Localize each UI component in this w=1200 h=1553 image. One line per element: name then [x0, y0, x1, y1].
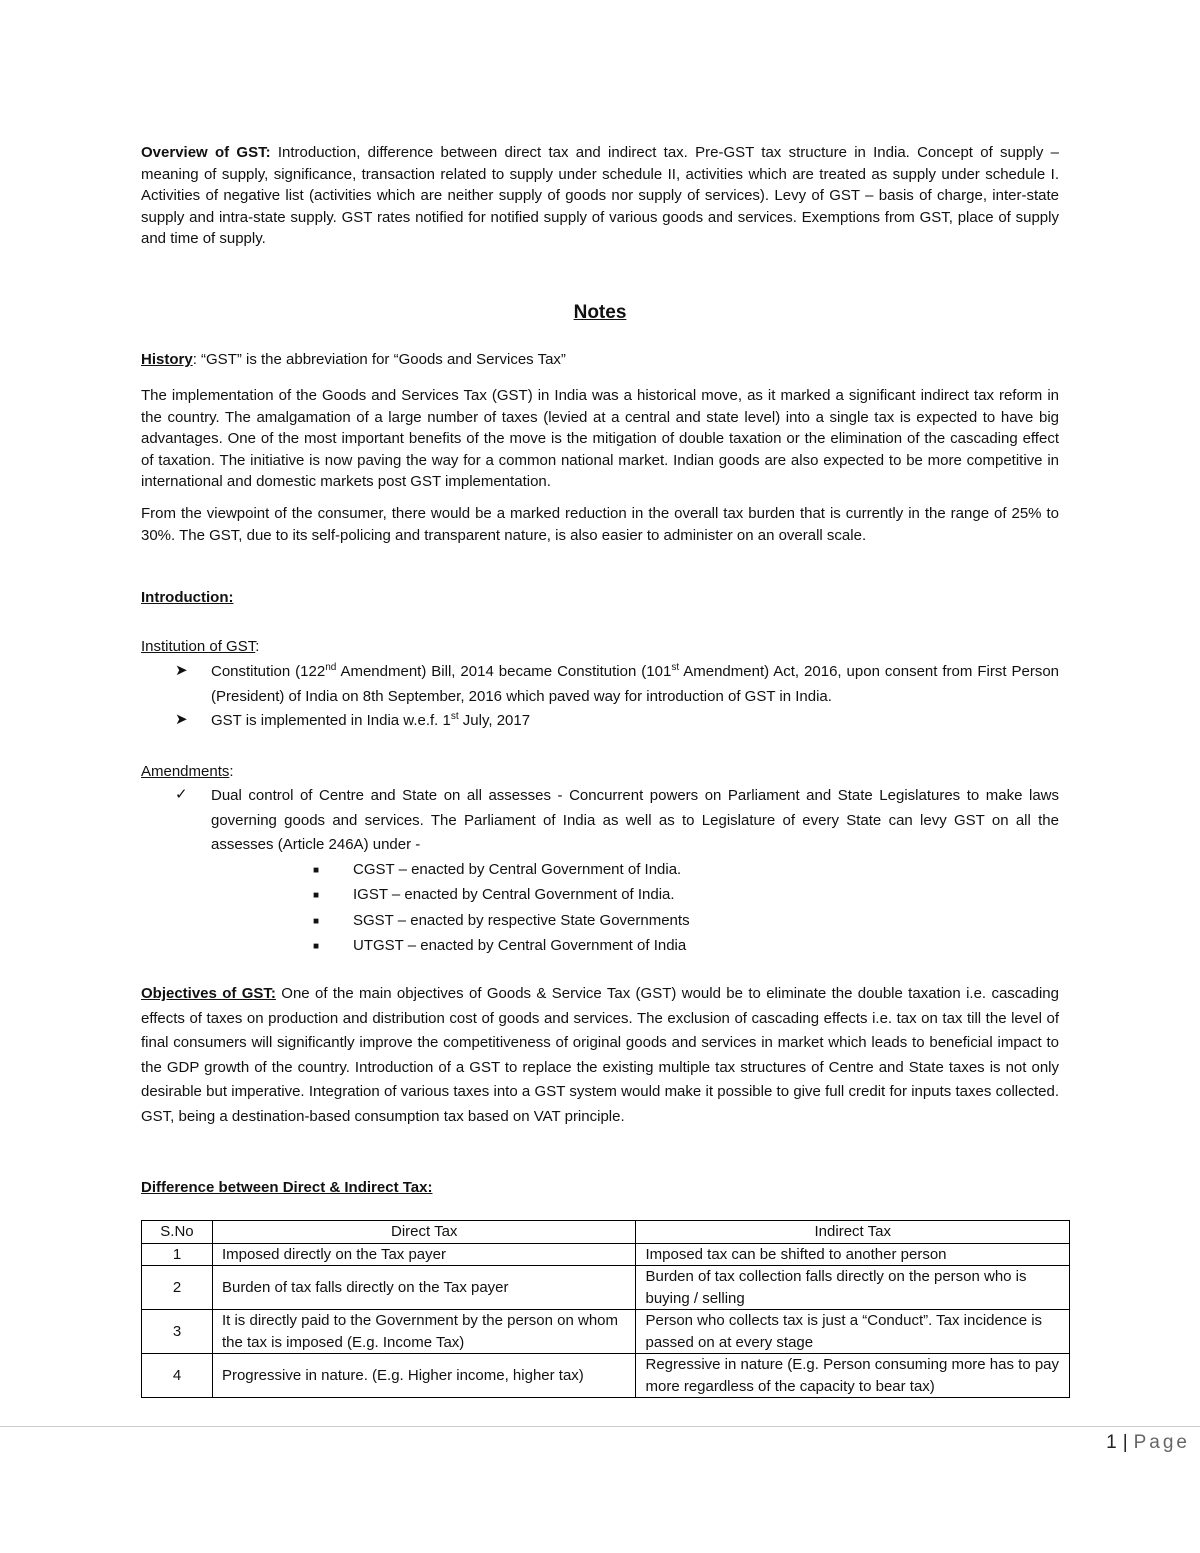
list-item: [141, 660, 1059, 709]
square-bullet-icon: ■: [313, 890, 320, 901]
overview-label: Overview of GST:: [141, 144, 271, 161]
table-cell: 4: [142, 1354, 213, 1398]
table-cell: Imposed directly on the Tax payer: [212, 1243, 636, 1266]
table-cell: 2: [142, 1266, 213, 1310]
history-paragraph-1: The implementation of the Goods and Services Tax (GST) in India was a historical move, as it marked a significant indirect tax reform in the country. The amalgamation of a large number of taxes (levied at a central and state level) into a single tax is expected to have big advantages. One of the most important benefits of the move is the mitigation of double taxation or the elimination of the cascading effect of taxation. The initiative is now paving the way for a common national market. Indian goods are also expected to be more competitive in international and domestic markets post GST implementation.: [141, 387, 1059, 490]
table-header-indirect: Indirect Tax: [636, 1221, 1070, 1244]
square-bullet-icon: ■: [313, 915, 320, 927]
table-cell: Progressive in nature. (E.g. Higher income, higher tax): [212, 1354, 636, 1398]
list-item: [141, 784, 1059, 858]
table-cell: Person who collects tax is just a “Conduct”. Tax incidence is passed on at every stage: [636, 1310, 1070, 1354]
institution-bullet-2: GST is implemented in India w.e.f. 1st July, 2017: [211, 711, 531, 729]
table-cell: 1: [142, 1243, 213, 1266]
amendments-text: Dual control of Centre and State on all assesses - Concurrent powers on Parliament and State Legislatures to make laws governing goods and services. The Parliament of India as well as to Legislature of every State can levy GST on all the assesses (Article 246A) under -: [211, 787, 1059, 853]
arrow-bullet-icon: ➤: [175, 711, 188, 728]
difference-table-wrapper: [141, 1220, 1070, 1398]
list-item: ■ CGST – enacted by Central Government of India.: [141, 858, 1059, 884]
overview-paragraph: [141, 142, 1059, 250]
table-row: [142, 1354, 1070, 1398]
difference-heading: Difference between Direct & Indirect Tax:: [141, 1179, 433, 1196]
institution-bullet-1: Constitution (122nd Amendment) Bill, 2014 became Constitution (101st Amendment) Act, 2016, upon consent from First Person (President) of India on 8th September, 2016 which paved way for introduction of GST in India.: [211, 662, 1059, 705]
table-header-direct: Direct Tax: [212, 1221, 636, 1244]
table-cell: Burden of tax collection falls directly on the person who is buying / selling: [636, 1266, 1070, 1310]
table-cell: Burden of tax falls directly on the Tax payer: [212, 1266, 636, 1310]
institution-list: [141, 660, 1059, 734]
table-cell: Regressive in nature (E.g. Person consuming more has to pay more regardless of the capacity to bear tax): [636, 1354, 1070, 1398]
table-cell: Imposed tax can be shifted to another person: [636, 1243, 1070, 1266]
page-footer: [1106, 1432, 1190, 1454]
amendments-list: [141, 784, 1059, 960]
objectives-paragraph: Objectives of GST: One of the main objectives of Goods & Service Tax (GST) would be to eliminate the double taxation i.e. cascading effects of taxes on production and distribution cost of goods and services. The exclusion of cascading effects i.e. tax on tax till the level of final consumers will significantly improve the competitiveness of original goods and services in market which leads to beneficial impact to the GDP growth of the country. Introduction of a GST to replace the existing multiple tax structures of Centre and State taxes is not only desirable but imperative. Integration of various taxes into a GST system would make it possible to give full credit for inputs taxes collected. GST, being a destination-based consumption tax based on VAT principle.: [141, 985, 1059, 1125]
square-bullet-icon: ■: [313, 941, 320, 952]
table-row: [142, 1310, 1070, 1354]
amendments-label: Amendments:: [141, 763, 234, 780]
history-label: History: [141, 351, 193, 368]
table-cell: It is directly paid to the Government by the person on whom the tax is imposed (E.g. Income Tax): [212, 1310, 636, 1354]
table-header-row: [142, 1221, 1070, 1244]
list-item: ■ SGST – enacted by respective State Governments: [141, 909, 1059, 935]
institution-label: Institution of GST:: [141, 638, 260, 655]
objectives-label: Objectives of GST:: [141, 985, 276, 1002]
footer-separator: |: [1122, 1432, 1128, 1453]
history-line: [141, 349, 1059, 371]
overview-text: Introduction, difference between direct tax and indirect tax. Pre-GST tax structure in India. Concept of supply – meaning of supply, significance, transaction related to supply under schedule II, activities which are treated as supply under schedule I. Activities of negative list (activities which are neither supply of goods nor supply of services). Levy of GST – basis of charge, inter-state supply and intra-state supply. GST rates notified for notified supply of various goods and services. Exemptions from GST, place of supply and time of supply.: [141, 144, 1059, 247]
arrow-bullet-icon: ➤: [175, 662, 188, 679]
footer-divider: [0, 1426, 1200, 1427]
list-item: ■ IGST – enacted by Central Government of India.: [141, 883, 1059, 909]
history-text: : “GST” is the abbreviation for “Goods and Services Tax”: [192, 351, 566, 368]
table-header-sno: S.No: [142, 1221, 213, 1244]
page-number: 1: [1106, 1432, 1117, 1453]
table-cell: 3: [142, 1310, 213, 1354]
check-bullet-icon: ✓: [175, 786, 188, 803]
difference-table: [141, 1220, 1070, 1398]
history-paragraph-2: From the viewpoint of the consumer, there would be a marked reduction in the overall tax burden that is currently in the range of 25% to 30%. The GST, due to its self-policing and transparent nature, is also easier to administer on an overall scale.: [141, 505, 1059, 544]
list-item: ■ UTGST – enacted by Central Government of India: [141, 934, 1059, 960]
introduction-heading: Introduction:: [141, 589, 234, 606]
list-item: [141, 709, 1059, 734]
table-row: [142, 1266, 1070, 1310]
square-bullet-icon: ■: [313, 864, 320, 876]
table-row: [142, 1243, 1070, 1266]
page-label: Page: [1133, 1432, 1190, 1453]
notes-title: Notes: [573, 302, 627, 323]
